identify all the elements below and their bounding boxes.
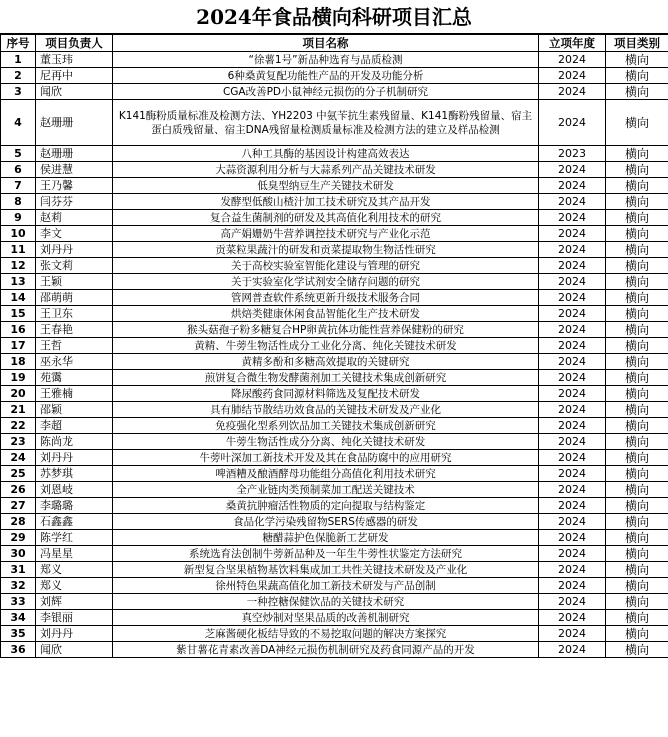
cell-seq[interactable]: 2	[1, 68, 36, 84]
table-row	[1, 100, 668, 146]
cell-year[interactable]: 2024	[539, 530, 606, 546]
cell-category[interactable]: 横向	[606, 418, 668, 434]
header-row	[1, 35, 668, 52]
cell-project-name[interactable]: 八种工具酶的基因设计构建高效表达	[113, 146, 539, 162]
cell-year[interactable]: 2024	[539, 194, 606, 210]
cell-seq[interactable]: 8	[1, 194, 36, 210]
cell-category[interactable]: 横向	[606, 306, 668, 322]
table-row	[1, 482, 668, 498]
cell-year[interactable]: 2024	[539, 306, 606, 322]
cell-category[interactable]: 横向	[606, 482, 668, 498]
cell-seq[interactable]: 11	[1, 242, 36, 258]
cell-leader[interactable]: 李文	[36, 226, 113, 242]
cell-project-name[interactable]: 食品化学污染残留物SERS传感器的研发	[113, 514, 539, 530]
cell-seq[interactable]: 35	[1, 626, 36, 642]
sheet-title: 2024年食品横向科研项目汇总	[0, 0, 668, 34]
cell-seq[interactable]: 5	[1, 146, 36, 162]
cell-seq[interactable]: 21	[1, 402, 36, 418]
table-row	[1, 530, 668, 546]
cell-category[interactable]: 横向	[606, 546, 668, 562]
cell-seq[interactable]: 31	[1, 562, 36, 578]
cell-leader[interactable]: 刘辉	[36, 594, 113, 610]
cell-year[interactable]: 2024	[539, 52, 606, 68]
cell-year[interactable]: 2024	[539, 562, 606, 578]
cell-category[interactable]: 横向	[606, 258, 668, 274]
cell-year[interactable]: 2024	[539, 162, 606, 178]
cell-project-name[interactable]: 糖醋蒜护色保脆新工艺研发	[113, 530, 539, 546]
cell-seq[interactable]: 9	[1, 210, 36, 226]
cell-year[interactable]: 2024	[539, 322, 606, 338]
table-row	[1, 162, 668, 178]
cell-year[interactable]: 2024	[539, 100, 606, 146]
table-row	[1, 178, 668, 194]
cell-leader[interactable]: 陈尚龙	[36, 434, 113, 450]
cell-year[interactable]: 2023	[539, 146, 606, 162]
cell-category[interactable]: 横向	[606, 514, 668, 530]
cell-leader[interactable]: 侯进慧	[36, 162, 113, 178]
cell-seq[interactable]: 16	[1, 322, 36, 338]
cell-year[interactable]: 2024	[539, 274, 606, 290]
cell-year[interactable]: 2024	[539, 466, 606, 482]
cell-year[interactable]: 2024	[539, 610, 606, 626]
cell-seq[interactable]: 32	[1, 578, 36, 594]
cell-year[interactable]: 2024	[539, 594, 606, 610]
cell-seq[interactable]: 6	[1, 162, 36, 178]
cell-project-name[interactable]: 煎饼复合微生物发酵菌剂加工关键技术集成创新研究	[113, 370, 539, 386]
cell-seq[interactable]: 20	[1, 386, 36, 402]
table-row	[1, 274, 668, 290]
table-row	[1, 338, 668, 354]
cell-category[interactable]: 横向	[606, 226, 668, 242]
cell-leader[interactable]: 闻欣	[36, 642, 113, 658]
cell-leader[interactable]: 张文莉	[36, 258, 113, 274]
cell-year[interactable]: 2024	[539, 210, 606, 226]
cell-leader[interactable]: 赵珊珊	[36, 100, 113, 146]
cell-seq[interactable]: 12	[1, 258, 36, 274]
cell-category[interactable]: 横向	[606, 498, 668, 514]
table-row	[1, 466, 668, 482]
table-row	[1, 84, 668, 100]
cell-category[interactable]: 横向	[606, 466, 668, 482]
cell-year[interactable]: 2024	[539, 418, 606, 434]
cell-leader[interactable]: 尼再中	[36, 68, 113, 84]
cell-project-name[interactable]: 牛蒡叶深加工新技术开发及其在食品防腐中的应用研究	[113, 450, 539, 466]
cell-year[interactable]: 2024	[539, 498, 606, 514]
cell-leader[interactable]: 巫永华	[36, 354, 113, 370]
cell-year[interactable]: 2024	[539, 546, 606, 562]
cell-leader[interactable]: 刘恩岐	[36, 482, 113, 498]
table-row	[1, 498, 668, 514]
cell-project-name[interactable]: 关于实验室化学试剂安全储存问题的研究	[113, 274, 539, 290]
cell-year[interactable]: 2024	[539, 450, 606, 466]
cell-seq[interactable]: 23	[1, 434, 36, 450]
cell-leader[interactable]: 王雅楠	[36, 386, 113, 402]
cell-leader[interactable]: 刘丹丹	[36, 626, 113, 642]
cell-project-name[interactable]: 新型复合坚果植物基饮料集成加工共性关键技术研发及产业化	[113, 562, 539, 578]
cell-seq[interactable]: 1	[1, 52, 36, 68]
table-row	[1, 146, 668, 162]
cell-category[interactable]: 横向	[606, 626, 668, 642]
cell-category[interactable]: 横向	[606, 242, 668, 258]
cell-seq[interactable]: 34	[1, 610, 36, 626]
cell-leader[interactable]: 邵颖	[36, 402, 113, 418]
cell-leader[interactable]: 李璐璐	[36, 498, 113, 514]
cell-leader[interactable]: 赵莉	[36, 210, 113, 226]
cell-year[interactable]: 2024	[539, 386, 606, 402]
table-row	[1, 194, 668, 210]
cell-leader[interactable]: 王颖	[36, 274, 113, 290]
cell-category[interactable]: 横向	[606, 642, 668, 658]
cell-project-name[interactable]: 贡菜粒果蔬汁的研发和贡菜提取物生物活性研究	[113, 242, 539, 258]
table-row	[1, 290, 668, 306]
cell-seq[interactable]: 29	[1, 530, 36, 546]
table-row	[1, 306, 668, 322]
table-row	[1, 626, 668, 642]
cell-seq[interactable]: 33	[1, 594, 36, 610]
cell-project-name[interactable]: 全产业链肉类预制菜加工配送关键技术	[113, 482, 539, 498]
table-row	[1, 434, 668, 450]
cell-project-name[interactable]: 紫甘薯花青素改善DA神经元损伤机制研究及药食同源产品的开发	[113, 642, 539, 658]
cell-project-name[interactable]: 降尿酸药食同源材料筛选及复配技术研发	[113, 386, 539, 402]
cell-seq[interactable]: 36	[1, 642, 36, 658]
table-row	[1, 578, 668, 594]
cell-seq[interactable]: 7	[1, 178, 36, 194]
cell-category[interactable]: 横向	[606, 338, 668, 354]
cell-leader[interactable]: 邵萌萌	[36, 290, 113, 306]
cell-category[interactable]: 横向	[606, 68, 668, 84]
cell-year[interactable]: 2024	[539, 354, 606, 370]
cell-seq[interactable]: 3	[1, 84, 36, 100]
cell-project-name[interactable]: 牛蒡生物活性成分分离、纯化关键技术研发	[113, 434, 539, 450]
cell-category[interactable]: 横向	[606, 178, 668, 194]
table-row	[1, 642, 668, 658]
table-row	[1, 354, 668, 370]
cell-leader[interactable]: 王乃馨	[36, 178, 113, 194]
cell-project-name[interactable]: 黄精多酚和多糖高效提取的关键研究	[113, 354, 539, 370]
cell-year[interactable]: 2024	[539, 370, 606, 386]
table-row	[1, 370, 668, 386]
cell-leader[interactable]: 李超	[36, 418, 113, 434]
cell-project-name[interactable]: 大蒜资源利用分析与大蒜系列产品关键技术研发	[113, 162, 539, 178]
header-project-name[interactable]: 项目名称	[113, 35, 539, 52]
cell-year[interactable]: 2024	[539, 626, 606, 642]
cell-leader[interactable]: 陈学红	[36, 530, 113, 546]
cell-leader[interactable]: 闻欣	[36, 84, 113, 100]
cell-project-name[interactable]: 啤酒糟及酿酒酵母功能组分高值化利用技术研究	[113, 466, 539, 482]
project-table	[0, 34, 668, 658]
cell-category[interactable]: 横向	[606, 354, 668, 370]
cell-category[interactable]: 横向	[606, 370, 668, 386]
cell-category[interactable]: 横向	[606, 146, 668, 162]
cell-project-name[interactable]: 6种桑黄复配功能性产品的开发及功能分析	[113, 68, 539, 84]
cell-year[interactable]: 2024	[539, 578, 606, 594]
cell-year[interactable]: 2024	[539, 84, 606, 100]
cell-seq[interactable]: 17	[1, 338, 36, 354]
table-row	[1, 562, 668, 578]
table-body	[1, 52, 668, 658]
cell-year[interactable]: 2024	[539, 242, 606, 258]
header-year[interactable]: 立项年度	[539, 35, 606, 52]
cell-project-name[interactable]: 烘焙类健康休闲食品智能化生产技术研发	[113, 306, 539, 322]
cell-leader[interactable]: 郑义	[36, 578, 113, 594]
cell-leader[interactable]: 王卫东	[36, 306, 113, 322]
cell-leader[interactable]: 赵珊珊	[36, 146, 113, 162]
cell-leader[interactable]: 刘丹丹	[36, 450, 113, 466]
cell-project-name[interactable]: 桑黄抗肿瘤活性物质的定向提取与结构鉴定	[113, 498, 539, 514]
cell-seq[interactable]: 14	[1, 290, 36, 306]
cell-category[interactable]: 横向	[606, 322, 668, 338]
cell-seq[interactable]: 30	[1, 546, 36, 562]
cell-seq[interactable]: 18	[1, 354, 36, 370]
cell-category[interactable]: 横向	[606, 274, 668, 290]
table-row	[1, 546, 668, 562]
table-row	[1, 610, 668, 626]
cell-category[interactable]: 横向	[606, 610, 668, 626]
cell-seq[interactable]: 28	[1, 514, 36, 530]
cell-seq[interactable]: 13	[1, 274, 36, 290]
header-category[interactable]: 项目类别	[606, 35, 668, 52]
cell-seq[interactable]: 19	[1, 370, 36, 386]
cell-category[interactable]: 横向	[606, 386, 668, 402]
cell-category[interactable]: 横向	[606, 578, 668, 594]
cell-project-name[interactable]: 一种控糖保健饮品的关键技术研究	[113, 594, 539, 610]
cell-project-name[interactable]: “徐薯1号”新品种选育与品质检测	[113, 52, 539, 68]
cell-project-name[interactable]: 关于高校实验室智能化建设与管理的研究	[113, 258, 539, 274]
cell-project-name[interactable]: K141酶粉质量标准及检测方法、YH2203 中氨苄抗生素残留量、K141酶粉残留量、宿主蛋白质残留量、宿主DNA残留量检测质量标准及检测方法的建立及样品检测	[113, 100, 539, 146]
cell-leader[interactable]: 闫芬芬	[36, 194, 113, 210]
cell-category[interactable]: 横向	[606, 52, 668, 68]
cell-project-name[interactable]: 免疫强化型系列饮品加工关键技术集成创新研究	[113, 418, 539, 434]
cell-project-name[interactable]: 芝麻酱硬化板结导致的不易挖取问题的解决方案探究	[113, 626, 539, 642]
cell-year[interactable]: 2024	[539, 338, 606, 354]
cell-category[interactable]: 横向	[606, 84, 668, 100]
cell-year[interactable]: 2024	[539, 290, 606, 306]
cell-category[interactable]: 横向	[606, 434, 668, 450]
cell-leader[interactable]: 李银丽	[36, 610, 113, 626]
cell-seq[interactable]: 26	[1, 482, 36, 498]
cell-seq[interactable]: 4	[1, 100, 36, 146]
cell-seq[interactable]: 27	[1, 498, 36, 514]
table-row	[1, 242, 668, 258]
table-row	[1, 450, 668, 466]
cell-year[interactable]: 2024	[539, 68, 606, 84]
cell-category[interactable]: 横向	[606, 162, 668, 178]
cell-seq[interactable]: 24	[1, 450, 36, 466]
table-row	[1, 418, 668, 434]
cell-leader[interactable]: 冯星星	[36, 546, 113, 562]
cell-seq[interactable]: 15	[1, 306, 36, 322]
cell-category[interactable]: 横向	[606, 100, 668, 146]
cell-project-name[interactable]: 猴头菇孢子粉多糖复合HP卵黄抗体功能性营养保健粉的研究	[113, 322, 539, 338]
table-row	[1, 68, 668, 84]
table-row	[1, 258, 668, 274]
cell-project-name[interactable]: 高产娟姗奶牛营养调控技术研究与产业化示范	[113, 226, 539, 242]
cell-year[interactable]: 2024	[539, 402, 606, 418]
cell-year[interactable]: 2024	[539, 226, 606, 242]
cell-seq[interactable]: 10	[1, 226, 36, 242]
cell-year[interactable]: 2024	[539, 434, 606, 450]
table-row	[1, 210, 668, 226]
cell-project-name[interactable]: 低臭型纳豆生产关键技术研发	[113, 178, 539, 194]
cell-category[interactable]: 横向	[606, 210, 668, 226]
cell-leader[interactable]: 王哲	[36, 338, 113, 354]
cell-project-name[interactable]: 真空炒制对坚果品质的改善机制研究	[113, 610, 539, 626]
cell-project-name[interactable]: 系统选育法创制牛蒡新品种及一年生牛蒡性状鉴定方法研究	[113, 546, 539, 562]
cell-project-name[interactable]: 黄精、牛蒡生物活性成分工业化分离、纯化关键技术研发	[113, 338, 539, 354]
table-row	[1, 594, 668, 610]
cell-category[interactable]: 横向	[606, 450, 668, 466]
header-leader[interactable]: 项目负责人	[36, 35, 113, 52]
cell-category[interactable]: 横向	[606, 402, 668, 418]
cell-category[interactable]: 横向	[606, 194, 668, 210]
cell-leader[interactable]: 董玉玮	[36, 52, 113, 68]
cell-leader[interactable]: 苏梦琪	[36, 466, 113, 482]
cell-project-name[interactable]: 徐州特色果蔬高值化加工新技术研发与产品创制	[113, 578, 539, 594]
cell-seq[interactable]: 25	[1, 466, 36, 482]
cell-leader[interactable]: 王春艳	[36, 322, 113, 338]
table-row	[1, 322, 668, 338]
cell-category[interactable]: 横向	[606, 290, 668, 306]
table-row	[1, 52, 668, 68]
cell-year[interactable]: 2024	[539, 178, 606, 194]
cell-seq[interactable]: 22	[1, 418, 36, 434]
table-row	[1, 402, 668, 418]
cell-category[interactable]: 横向	[606, 594, 668, 610]
cell-leader[interactable]: 郑义	[36, 562, 113, 578]
cell-category[interactable]: 横向	[606, 562, 668, 578]
cell-leader[interactable]: 苑霭	[36, 370, 113, 386]
cell-project-name[interactable]: 发酵型低酸山楂汁加工技术研究及其产品开发	[113, 194, 539, 210]
cell-year[interactable]: 2024	[539, 482, 606, 498]
cell-project-name[interactable]: 具有肺结节散结功效食品的关键技术研发及产业化	[113, 402, 539, 418]
cell-leader[interactable]: 刘丹丹	[36, 242, 113, 258]
table-row	[1, 514, 668, 530]
cell-year[interactable]: 2024	[539, 258, 606, 274]
cell-year[interactable]: 2024	[539, 642, 606, 658]
cell-project-name[interactable]: CGA改善PD小鼠神经元损伤的分子机制研究	[113, 84, 539, 100]
cell-leader[interactable]: 石鑫鑫	[36, 514, 113, 530]
cell-year[interactable]: 2024	[539, 514, 606, 530]
cell-project-name[interactable]: 管网普查软件系统更新升级技术服务合同	[113, 290, 539, 306]
cell-category[interactable]: 横向	[606, 530, 668, 546]
header-seq[interactable]: 序号	[1, 35, 36, 52]
cell-project-name[interactable]: 复合益生菌制剂的研发及其高值化利用技术的研究	[113, 210, 539, 226]
table-row	[1, 226, 668, 242]
table-row	[1, 386, 668, 402]
